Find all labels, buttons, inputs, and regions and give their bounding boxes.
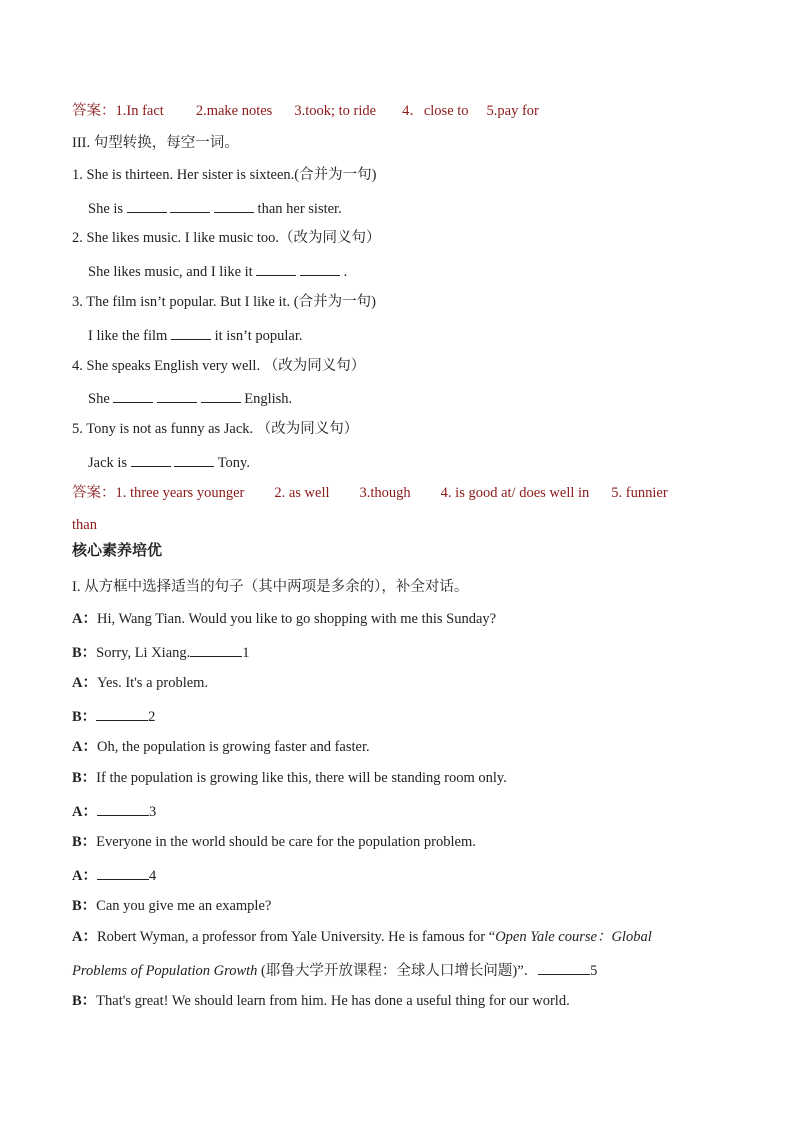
dialogue-line: A：Hi, Wang Tian. Would you like to go shopping with me this Sunday? [72,611,497,627]
answer-blank[interactable] [157,387,197,403]
dialogue-line [72,864,156,886]
answer-blank[interactable] [170,197,210,213]
question-2-prompt: 2. She likes music. I like music too.（改为同义句） [72,230,381,246]
speaker-label: B： [72,898,97,914]
answer-item: 5.pay for [486,103,539,119]
dialogue-line: B：Everyone in the world should be care for the population problem. [72,834,476,850]
speaker-label: A： [72,929,97,945]
question-1-prompt: 1. She is thirteen. Her sister is sixteen.(合并为一句) [72,167,377,183]
answer-blank[interactable] [113,387,153,403]
question-2-line: She likes music, and I like it . [88,260,347,282]
blank-number: 3 [148,804,157,820]
answer-blank[interactable] [131,451,171,467]
answer-blank[interactable] [201,387,241,403]
dialogue-line [72,800,156,822]
blank-number: 1 [242,645,250,661]
answer-blank[interactable] [214,197,254,213]
answer-item: 2.make notes [195,103,273,119]
answer-key-section-2 [72,101,539,121]
answer-item: 2. as well [274,485,330,501]
speaker-label: A： [72,675,97,691]
answer-key-wrap: than [72,517,97,533]
dialogue-line-long: A：Robert Wyman, a professor from Yale University. He is famous for “Open Yale course：Global [72,929,652,945]
dialogue-line: B：That's great! We should learn from him. He has done a useful thing for our world. [72,993,570,1009]
dialogue-line-long-cont: Problems of Population Growth (耶鲁大学开放课程：全球人口增长问题)”． 5 [72,959,597,981]
answer-item: 4. is good at/ does well in [440,485,590,501]
answer-label: 答案： [72,103,116,119]
question-3-line: I like the film it isn’t popular. [88,324,303,346]
question-3-prompt: 3. The film isn’t popular. But I like it. (合并为一句) [72,294,376,310]
answer-item: 1. three years younger [115,485,245,501]
question-4-prompt: 4. She speaks English very well. （改为同义句） [72,358,366,374]
speaker-label: A： [72,868,97,884]
dialogue-blank[interactable] [190,641,242,657]
answer-item: 1.In fact [115,103,164,119]
dialogue-line [72,705,155,727]
speaker-label: A： [72,611,97,627]
dialogue-blank[interactable] [96,705,148,721]
speaker-label: A： [72,739,97,755]
answer-key-section-3 [72,483,668,503]
core-instruction: I. 从方框中选择适当的句子（其中两项是多余的），补全对话。 [72,579,469,595]
answer-blank[interactable] [127,197,167,213]
answer-item: 3.took; to ride [294,103,377,119]
question-5-prompt: 5. Tony is not as funny as Jack. （改为同义句） [72,421,359,437]
course-title-italic: Open Yale course：Global [495,929,652,945]
course-title-italic: Problems of Population Growth [72,963,258,979]
speaker-label: B： [72,993,97,1009]
answer-blank[interactable] [256,260,296,276]
dialogue-blank[interactable] [97,800,149,816]
speaker-label: B： [72,645,97,661]
speaker-label: B： [72,709,97,725]
dialogue-blank[interactable] [538,959,590,975]
answer-item: 3.though [359,485,411,501]
question-4-line: She English. [88,387,292,409]
dialogue-line: A：Oh, the population is growing faster and faster. [72,739,370,755]
speaker-label: B： [72,834,97,850]
answer-blank[interactable] [171,324,211,340]
dialogue-blank[interactable] [97,864,149,880]
blank-number: 5 [590,963,598,979]
blank-number: 4 [148,868,157,884]
core-section-heading: 核心素养培优 [72,543,163,559]
dialogue-line: A：Yes. It's a problem. [72,675,209,691]
answer-item: 4．close to [402,103,469,119]
answer-blank[interactable] [300,260,340,276]
section-3-heading: III. 句型转换，每空一词。 [72,135,239,151]
answer-label: 答案： [72,485,116,501]
dialogue-line: B：Sorry, Li Xiang. 1 [72,641,250,663]
blank-number: 2 [148,709,156,725]
question-5-line: Jack is Tony. [88,451,250,473]
speaker-label: B： [72,770,97,786]
dialogue-line: B：If the population is growing like this, there will be standing room only. [72,770,507,786]
question-1-line: She is than her sister. [88,197,342,219]
answer-item: 5. funnier [611,485,668,501]
speaker-label: A： [72,804,97,820]
dialogue-line: B：Can you give me an example? [72,898,272,914]
answer-blank[interactable] [174,451,214,467]
